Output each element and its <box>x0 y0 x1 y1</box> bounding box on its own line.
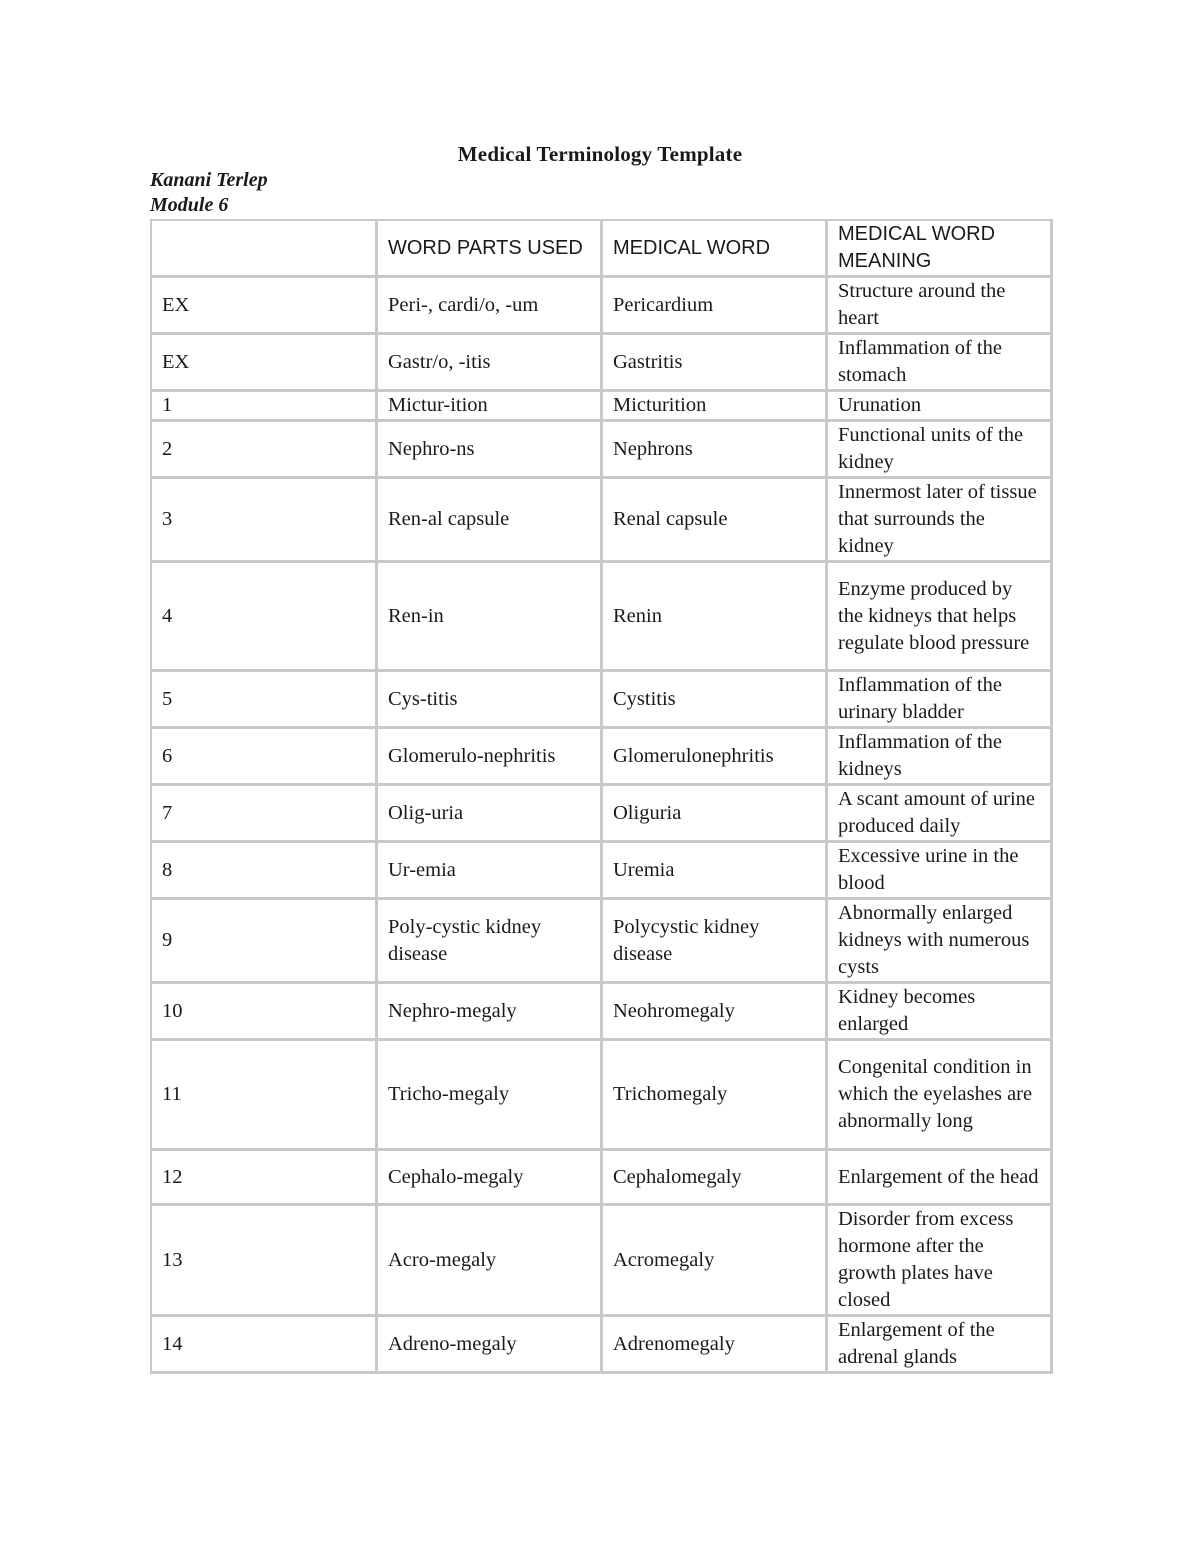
word-parts-cell: Nephro-ns <box>378 422 603 479</box>
table-row <box>152 900 1053 984</box>
word-parts-cell: Peri-, cardi/o, -um <box>378 278 603 335</box>
word-parts-cell: Nephro-megaly <box>378 984 603 1041</box>
word-parts-cell: Ren-al capsule <box>378 479 603 563</box>
medical-word-cell: Gastritis <box>603 335 828 392</box>
medical-word-cell: Adrenomegaly <box>603 1317 828 1374</box>
word-parts-cell: Glomerulo-nephritis <box>378 729 603 786</box>
meaning-cell: Kidney becomes enlarged <box>828 984 1053 1041</box>
medical-word-cell: Renal capsule <box>603 479 828 563</box>
meaning-cell: Abnormally enlarged kidneys with numerous cysts <box>828 900 1053 984</box>
header-cell-number <box>152 221 378 278</box>
row-number-cell: 11 <box>152 1041 378 1151</box>
meaning-cell: A scant amount of urine produced daily <box>828 786 1053 843</box>
table-row <box>152 984 1053 1041</box>
row-number-cell: 14 <box>152 1317 378 1374</box>
medical-word-cell: Polycystic kidney disease <box>603 900 828 984</box>
meaning-cell: Enlargement of the adrenal glands <box>828 1317 1053 1374</box>
word-parts-cell: Gastr/o, -itis <box>378 335 603 392</box>
header-cell-word-parts: WORD PARTS USED <box>378 221 603 278</box>
meaning-cell: Disorder from excess hormone after the growth plates have closed <box>828 1206 1053 1317</box>
meaning-cell: Inflammation of the urinary bladder <box>828 672 1053 729</box>
row-number-cell: 1 <box>152 392 378 422</box>
row-number-cell: 9 <box>152 900 378 984</box>
medical-word-cell: Uremia <box>603 843 828 900</box>
header-cell-meaning: MEDICAL WORD MEANING <box>828 221 1053 278</box>
medical-word-cell: Nephrons <box>603 422 828 479</box>
table-row <box>152 1041 1053 1151</box>
row-number-cell: 6 <box>152 729 378 786</box>
table-row <box>152 1206 1053 1317</box>
row-number-cell: 13 <box>152 1206 378 1317</box>
row-number-cell: 12 <box>152 1151 378 1206</box>
medical-word-cell: Oliguria <box>603 786 828 843</box>
row-number-cell: EX <box>152 278 378 335</box>
table-row <box>152 479 1053 563</box>
row-number-cell: 3 <box>152 479 378 563</box>
table-row <box>152 278 1053 335</box>
word-parts-cell: Tricho-megaly <box>378 1041 603 1151</box>
author-name: Kanani Terlep <box>150 169 268 191</box>
medical-word-cell: Cephalomegaly <box>603 1151 828 1206</box>
table-header-row <box>152 221 1053 278</box>
header-cell-medical-word: MEDICAL WORD <box>603 221 828 278</box>
meaning-cell: Functional units of the kidney <box>828 422 1053 479</box>
medical-word-cell: Acromegaly <box>603 1206 828 1317</box>
medical-word-cell: Pericardium <box>603 278 828 335</box>
meaning-cell: Urunation <box>828 392 1053 422</box>
table-row <box>152 843 1053 900</box>
terminology-table <box>150 219 1053 1374</box>
meaning-cell: Innermost later of tissue that surrounds the kidney <box>828 479 1053 563</box>
meaning-cell: Congenital condition in which the eyelashes are abnormally long <box>828 1041 1053 1151</box>
medical-word-cell: Glomerulonephritis <box>603 729 828 786</box>
table-row <box>152 563 1053 672</box>
row-number-cell: EX <box>152 335 378 392</box>
table-row <box>152 1317 1053 1374</box>
word-parts-cell: Acro-megaly <box>378 1206 603 1317</box>
table-row <box>152 786 1053 843</box>
table-row <box>152 392 1053 422</box>
word-parts-cell: Mictur-ition <box>378 392 603 422</box>
medical-word-cell: Micturition <box>603 392 828 422</box>
word-parts-cell: Olig-uria <box>378 786 603 843</box>
row-number-cell: 8 <box>152 843 378 900</box>
word-parts-cell: Poly-cystic kidney disease <box>378 900 603 984</box>
medical-word-cell: Neohromegaly <box>603 984 828 1041</box>
table-row <box>152 672 1053 729</box>
meaning-cell: Excessive urine in the blood <box>828 843 1053 900</box>
row-number-cell: 7 <box>152 786 378 843</box>
row-number-cell: 4 <box>152 563 378 672</box>
table-row <box>152 729 1053 786</box>
table-row <box>152 422 1053 479</box>
medical-word-cell: Trichomegaly <box>603 1041 828 1151</box>
meaning-cell: Inflammation of the stomach <box>828 335 1053 392</box>
medical-word-cell: Renin <box>603 563 828 672</box>
word-parts-cell: Ren-in <box>378 563 603 672</box>
meaning-cell: Structure around the heart <box>828 278 1053 335</box>
row-number-cell: 5 <box>152 672 378 729</box>
row-number-cell: 10 <box>152 984 378 1041</box>
word-parts-cell: Cephalo-megaly <box>378 1151 603 1206</box>
word-parts-cell: Cys-titis <box>378 672 603 729</box>
word-parts-cell: Ur-emia <box>378 843 603 900</box>
row-number-cell: 2 <box>152 422 378 479</box>
medical-word-cell: Cystitis <box>603 672 828 729</box>
document-title: Medical Terminology Template <box>457 142 743 166</box>
word-parts-cell: Adreno-megaly <box>378 1317 603 1374</box>
meaning-cell: Enzyme produced by the kidneys that helps regulate blood pressure <box>828 563 1053 672</box>
table-row <box>152 335 1053 392</box>
table-row <box>152 1151 1053 1206</box>
meaning-cell: Enlargement of the head <box>828 1151 1053 1206</box>
meaning-cell: Inflammation of the kidneys <box>828 729 1053 786</box>
module-label: Module 6 <box>150 194 229 216</box>
